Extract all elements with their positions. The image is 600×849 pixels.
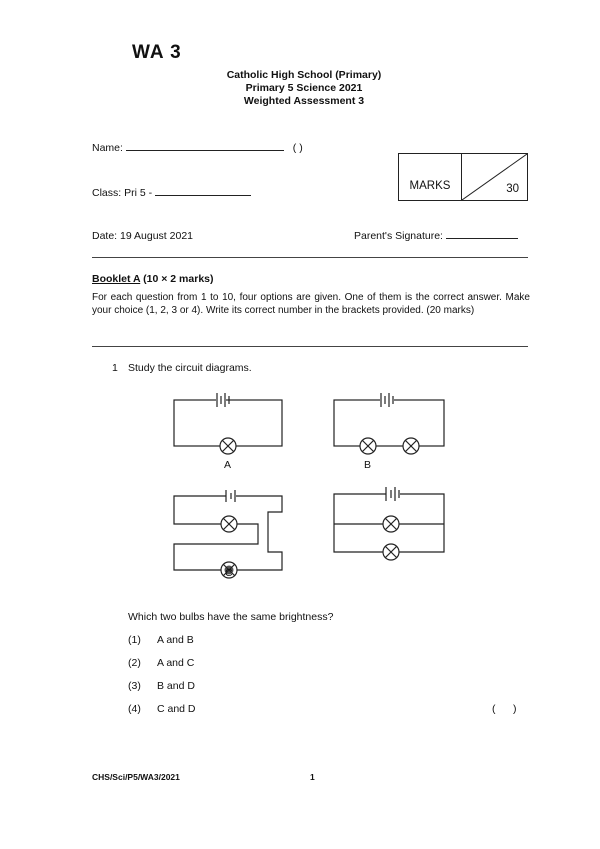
question-number: 1 (112, 362, 118, 374)
circuit-label-a: A (224, 459, 232, 471)
circuit-b (334, 393, 444, 454)
question-stem: Study the circuit diagrams. (128, 362, 252, 374)
assessment-title: Weighted Assessment 3 (243, 95, 365, 107)
option-3 (128, 680, 195, 692)
register-number-brackets: ( ) (292, 142, 303, 154)
answer-brackets[interactable]: ( ) (492, 703, 517, 715)
bulb-icon (220, 438, 236, 454)
bulb-icon (383, 516, 399, 532)
circuit-diagrams (160, 384, 460, 584)
option-1 (128, 634, 194, 646)
class-label: Class: Pri 5 - (92, 187, 153, 199)
option-number: (3) (128, 680, 141, 692)
option-text: A and C (157, 657, 195, 669)
marks-label: MARKS (399, 154, 462, 200)
bulb-icon (403, 438, 419, 454)
circuit-label-b: B (364, 459, 372, 471)
divider (92, 346, 528, 347)
question-prompt: Which two bulbs have the same brightness? (128, 611, 334, 623)
date-text: Date: 19 August 2021 (92, 230, 193, 242)
option-number: (4) (128, 703, 141, 715)
class-row (92, 187, 251, 199)
booklet-title (92, 273, 214, 285)
parent-signature-field[interactable] (446, 238, 518, 239)
signature-row (354, 230, 518, 242)
option-4 (128, 703, 196, 715)
option-text: A and B (157, 634, 194, 646)
divider (92, 257, 528, 258)
marks-box (398, 153, 528, 201)
bulb-icon (383, 544, 399, 560)
school-name: Catholic High School (Primary) (226, 69, 382, 81)
option-text: B and D (157, 680, 195, 692)
assessment-code: WA 3 (132, 42, 182, 63)
bulb-icon (221, 516, 237, 532)
option-number: (2) (128, 657, 141, 669)
circuit-c (174, 490, 282, 578)
bulb-icon (360, 438, 376, 454)
circuit-label-c: C (225, 567, 233, 579)
subject-title: Primary 5 Science 2021 (245, 82, 363, 94)
footer-code: CHS/Sci/P5/WA3/2021 (92, 772, 180, 782)
class-field[interactable] (155, 195, 251, 196)
name-label: Name: (92, 142, 123, 154)
name-field[interactable] (126, 150, 284, 151)
name-row (92, 142, 303, 154)
booklet-instructions: For each question from 1 to 10, four options are given. One of them is the correct answer. Make your choice (1, 2, 3 or 4). Write its correct number in the brackets provided. (20 marks) (92, 292, 530, 316)
marks-total: 30 (506, 183, 519, 195)
booklet-name: Booklet A (92, 273, 141, 285)
option-text: C and D (157, 703, 196, 715)
circuit-d (334, 487, 444, 560)
option-number: (1) (128, 634, 141, 646)
booklet-marks: (10 × 2 marks) (140, 273, 214, 285)
page-number: 1 (310, 772, 315, 782)
parent-signature-label: Parent's Signature: (354, 230, 443, 242)
circuit-a (174, 393, 282, 454)
option-2 (128, 657, 194, 669)
